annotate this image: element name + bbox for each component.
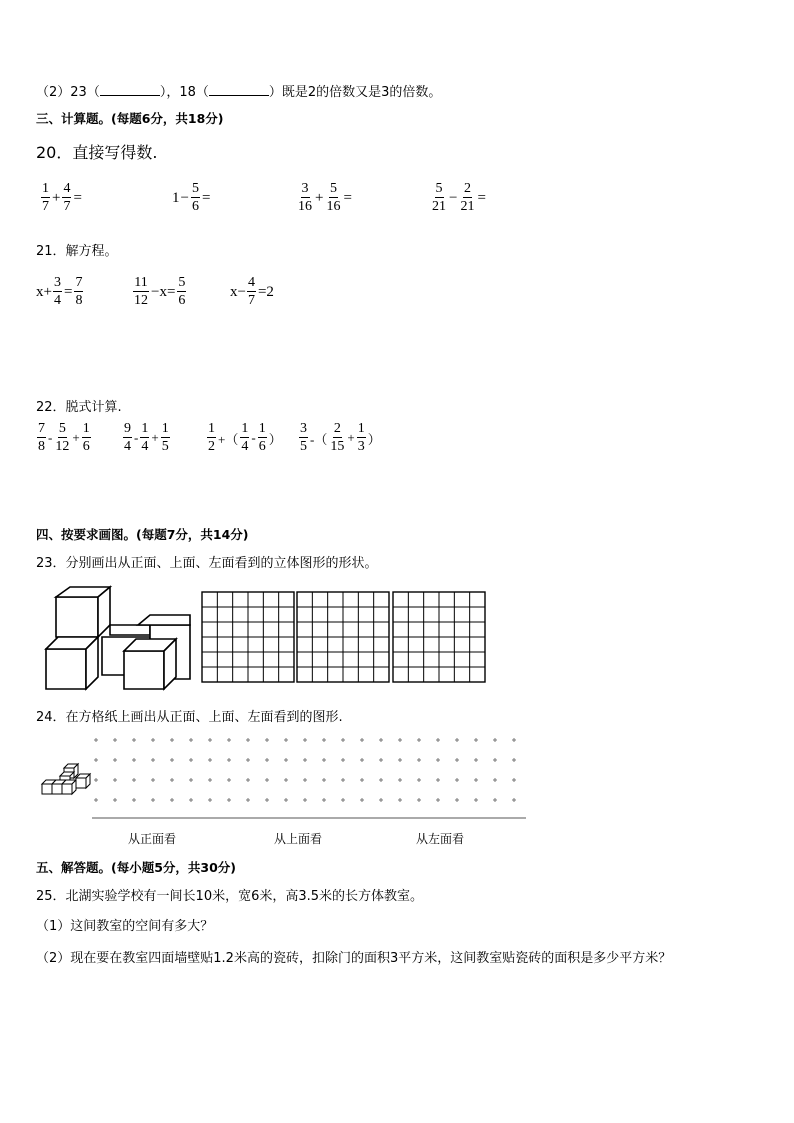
fraction: $\frac{3}{5}$ [300,421,307,454]
fraction: $\frac{5}{21}$ [432,181,446,214]
caption-front-view: 从正面看 [128,832,177,846]
fraction: $\frac{3}{4}$ [53,275,61,308]
fraction: $\frac{11}{12}$ [134,275,148,308]
fraction: $\frac{4}{7}$ [63,181,71,214]
q19-suffix: ）既是2的倍数又是3的倍数。 [268,85,442,100]
q24-title: 24．在方格纸上画出从正面、上面、左面看到的图形. [36,710,343,725]
small-cube-figure [40,756,92,798]
fraction: $\frac{5}{6}$ [178,275,186,308]
q21-equation-3: x− $\frac{4}{7}$ =2 [230,275,274,308]
fraction: $\frac{1}{5}$ [161,421,169,454]
q22-expression-2: $\frac{9}{4}$ - $\frac{1}{4}$ + $\frac{1}{5}$ [124,421,169,454]
fraction: $\frac{5}{6}$ [191,181,199,214]
answer-blank[interactable] [209,84,269,96]
q25-part-2: （2）现在要在教室四面墙壁贴1.2米高的瓷砖，扣除门的面积3平方米，这间教室贴瓷砖的面积是多少平方米？ [36,951,672,966]
fraction: $\frac{3}{16}$ [298,181,312,214]
q21-equation-1: x+ $\frac{3}{4}$ = $\frac{7}{8}$ [36,275,83,308]
dot-grid-paper[interactable] [92,734,528,826]
q25-part-1: （1）这间教室的空间有多大？ [36,919,214,934]
caption-top-view: 从上面看 [274,832,323,846]
q22-expression-1: $\frac{7}{8}$ - $\frac{5}{12}$ + $\frac{1}{6}$ [38,421,90,454]
fraction: $\frac{1}{4}$ [241,421,249,454]
fraction: $\frac{2}{15}$ [330,421,345,454]
q20-item-2: 1 − $\frac{5}{6}$ = [172,181,211,214]
fraction: $\frac{5}{16}$ [326,181,341,214]
fraction: $\frac{1}{3}$ [357,421,365,454]
answer-blank[interactable] [100,84,160,96]
grid-paper-3[interactable] [392,591,488,685]
section-5-title: 五、解答题。(每小题5分，共30分) [36,860,237,875]
section-4-title: 四、按要求画图。(每题7分，共14分) [36,527,249,542]
fraction: $\frac{1}{7}$ [42,181,49,214]
fraction: $\frac{5}{12}$ [55,421,70,454]
fraction: $\frac{7}{8}$ [75,275,83,308]
grid-paper-2[interactable] [296,591,392,685]
caption-left-view: 从左面看 [416,832,465,846]
section-3-title: 三、计算题。(每题6分，共18分) [36,111,224,126]
q20-item-3: $\frac{3}{16}$ + $\frac{5}{16}$ = [298,181,352,214]
q23-title: 23．分别画出从正面、上面、左面看到的立体图形的形状。 [36,556,378,571]
q22-title: 22．脱式计算. [36,400,122,415]
q20-item-4: $\frac{5}{21}$ − $\frac{2}{21}$ = [432,181,486,214]
q25-title: 25．北湖实验学校有一间长10米，宽6米，高3.5米的长方体教室。 [36,889,424,904]
q20-title: 20．直接写得数. [36,143,158,162]
q21-title: 21．解方程。 [36,244,118,259]
q21-equation-2: $\frac{11}{12}$ −x= $\frac{5}{6}$ [134,275,186,308]
fraction: $\frac{1}{2}$ [208,421,215,454]
fraction: $\frac{1}{6}$ [258,421,266,454]
fraction: $\frac{1}{4}$ [141,421,149,454]
q19-prefix: （2）23（ [36,85,100,100]
q19-mid: ），18（ [159,85,209,100]
fraction: $\frac{4}{7}$ [247,275,255,308]
fraction: $\frac{1}{6}$ [82,421,90,454]
q22-expression-3: $\frac{1}{2}$ +（ $\frac{1}{4}$ - $\frac{1}{6}$ ） [208,421,282,454]
q20-item-1: $\frac{1}{7}$ + $\frac{4}{7}$ = [42,181,82,214]
q22-expression-4: $\frac{3}{5}$ -（ $\frac{2}{15}$ + $\frac{1}{3}$ ） [300,421,381,454]
fraction: $\frac{9}{4}$ [124,421,131,454]
fraction: $\frac{2}{21}$ [460,181,475,214]
cube-stack-figure [42,585,194,695]
grid-paper-1[interactable] [201,591,297,685]
fraction: $\frac{7}{8}$ [38,421,45,454]
question-19-part-2 [36,81,441,100]
